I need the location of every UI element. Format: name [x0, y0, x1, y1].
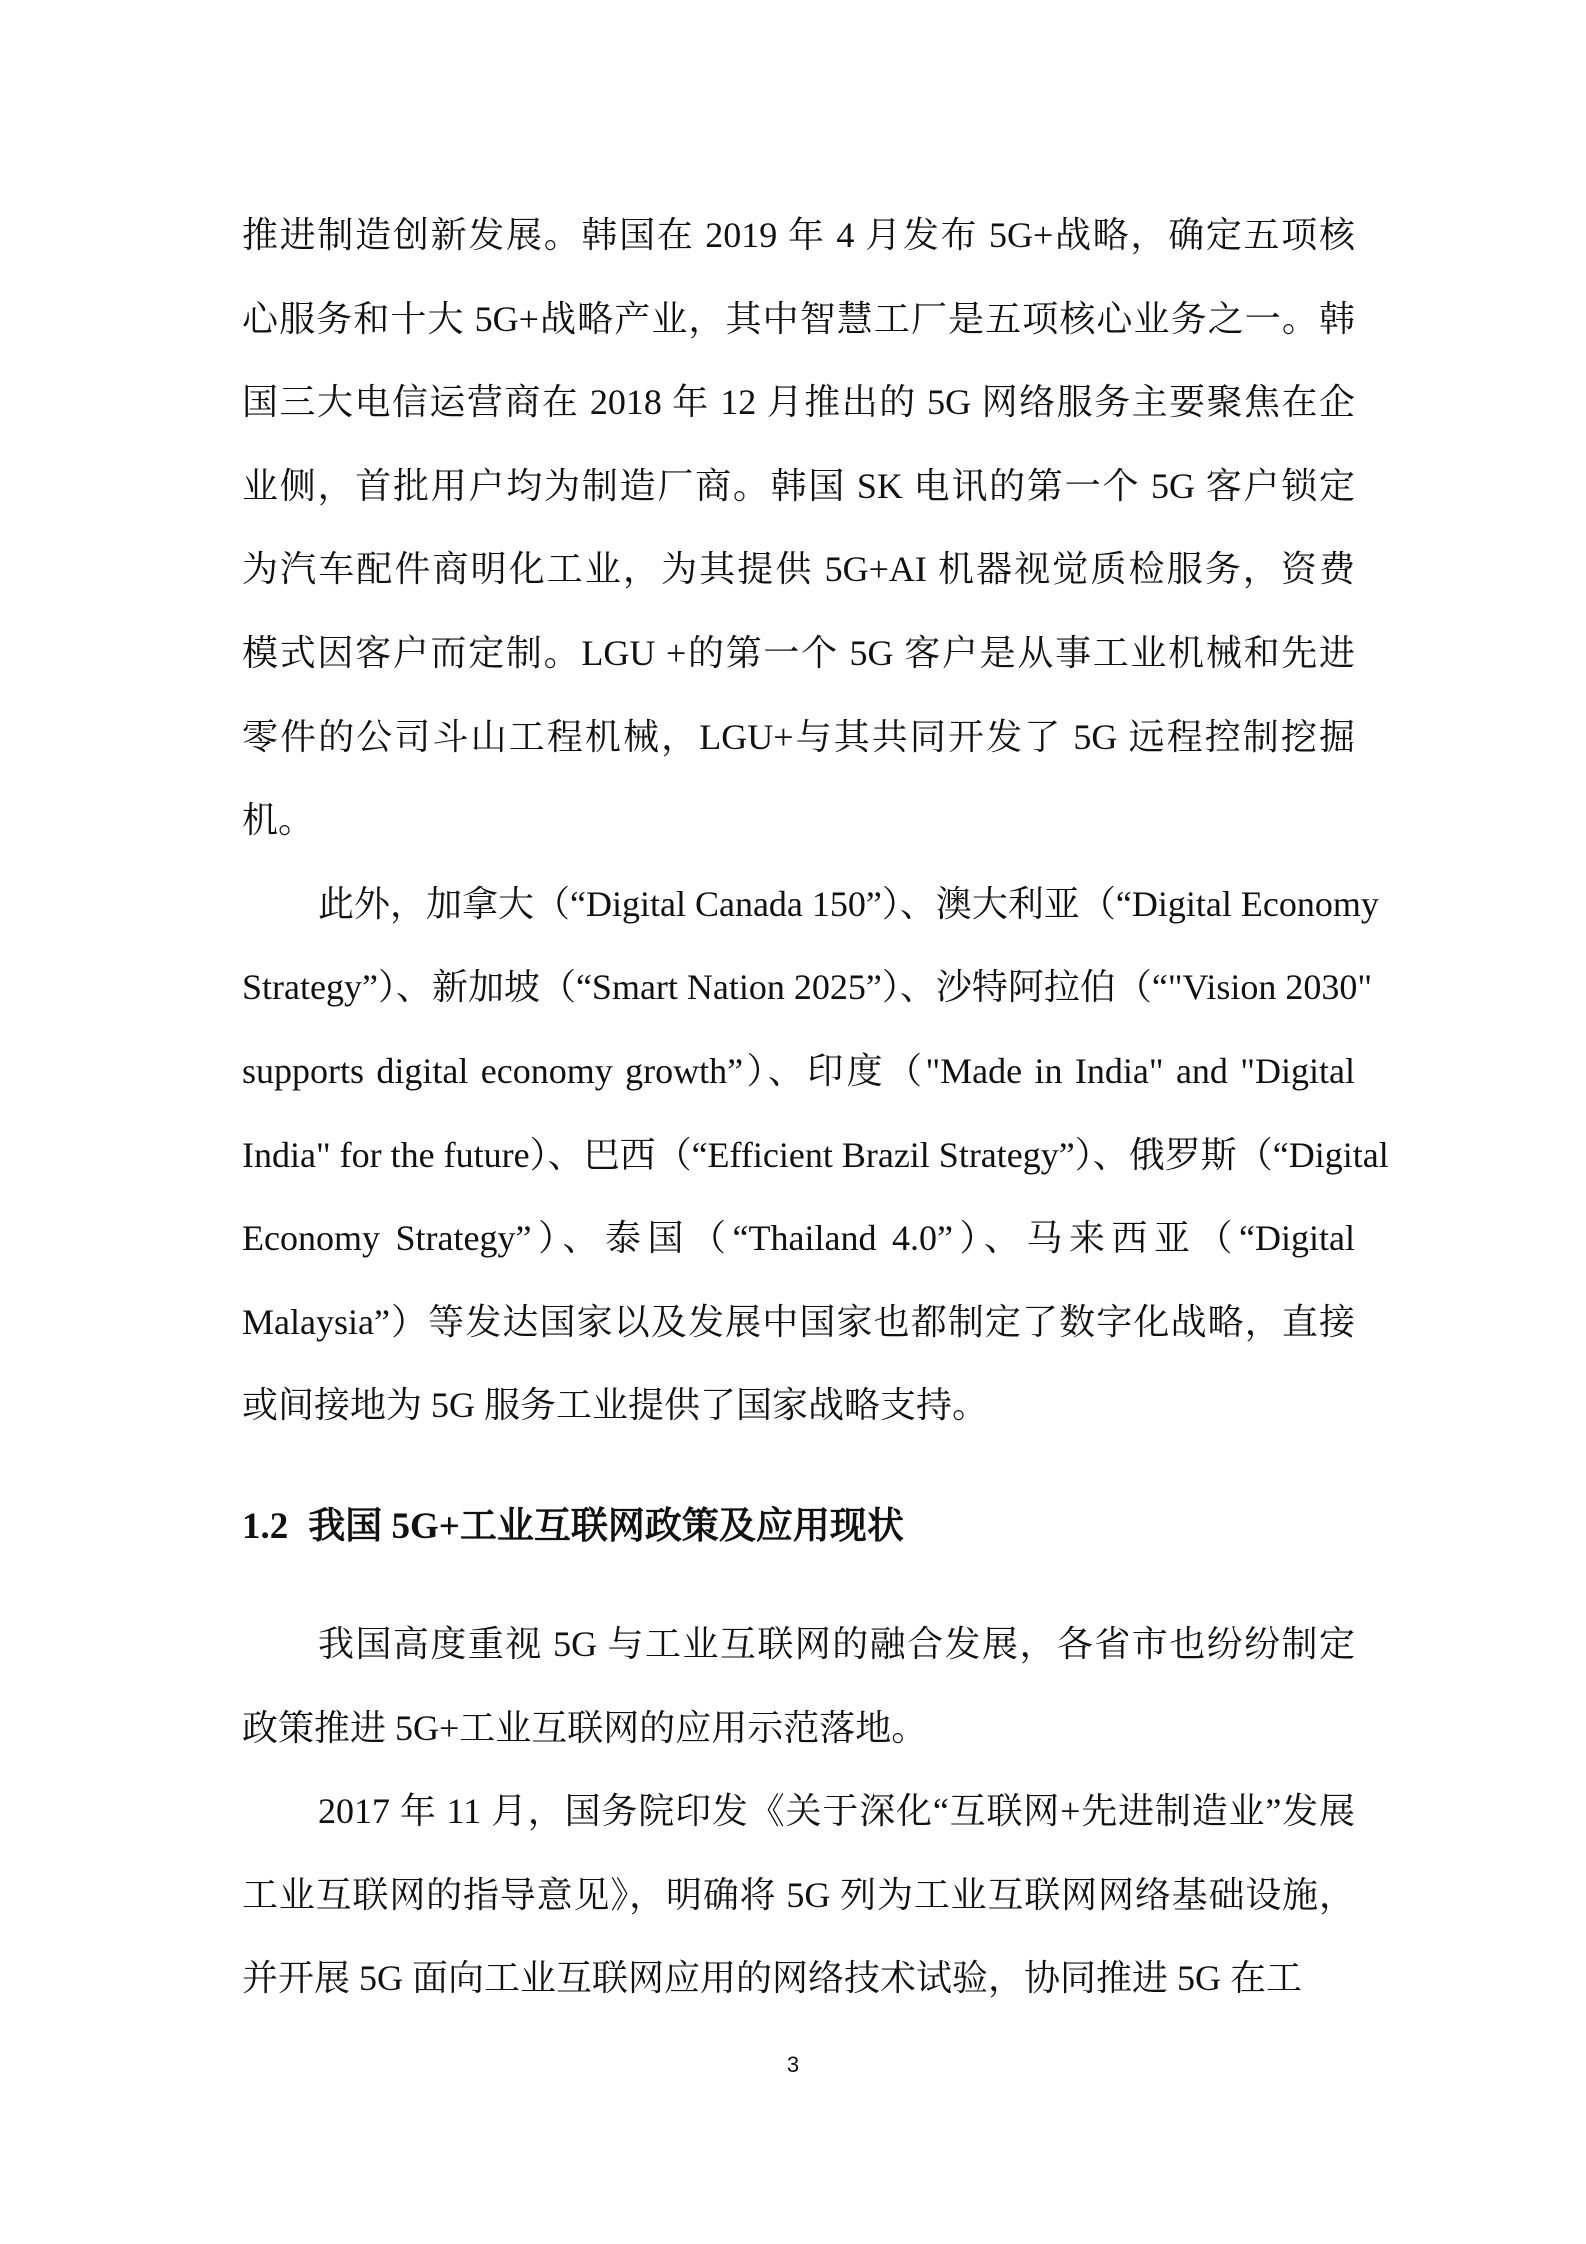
text-line: 零件的公司斗山工程机械，LGU+与其共同开发了 5G 远程控制挖掘	[242, 716, 1355, 757]
text-line: supports digital economy growth”）、印度（"Made in India" and "Digital	[242, 1051, 1355, 1091]
text-line: Malaysia”）等发达国家以及发展中国家也都制定了数字化战略，直接	[242, 1301, 1355, 1342]
text-line: Strategy”）、新加坡（“Smart Nation 2025”）、沙特阿拉伯（“"Vision 2030"	[242, 967, 1373, 1008]
text-line: 或间接地为 5G 服务工业提供了国家战略支持。	[242, 1385, 988, 1426]
section-number: 1.2	[242, 1506, 289, 1547]
text-line: Economy Strategy”）、泰国（“Thailand 4.0”）、马来西亚（“Digital	[242, 1218, 1355, 1259]
text-line: 业侧，首批用户均为制造厂商。韩国 SK 电讯的第一个 5G 客户锁定	[242, 465, 1355, 506]
text-line: 机。	[242, 800, 315, 841]
text-line: 国三大电信运营商在 2018 年 12 月推出的 5G 网络服务主要聚焦在企	[242, 382, 1355, 423]
text-line: 此外，加拿大（“Digital Canada 150”）、澳大利亚（“Digital Economy	[318, 883, 1379, 924]
text-line: 为汽车配件商明化工业，为其提供 5G+AI 机器视觉质检服务，资费	[242, 549, 1355, 590]
text-line: 心服务和十大 5G+战略产业，其中智慧工厂是五项核心业务之一。韩	[242, 298, 1355, 339]
section-title: 我国 5G+工业互联网政策及应用现状	[308, 1506, 904, 1547]
text-line: 我国高度重视 5G 与工业互联网的融合发展，各省市也纷纷制定	[318, 1624, 1355, 1664]
page-number: 3	[786, 2052, 800, 2077]
text-line: 推进制造创新发展。韩国在 2019 年 4 月发布 5G+战略，确定五项核	[242, 215, 1355, 255]
text-line: 2017 年 11 月，国务院印发《关于深化“互联网+先进制造业”发展	[318, 1791, 1355, 1832]
section-heading	[242, 1502, 904, 1552]
text-line: 并开展 5G 面向工业互联网应用的网络技术试验，协同推进 5G 在工	[242, 1958, 1302, 1999]
text-line: 工业互联网的指导意见》，明确将 5G 列为工业互联网网络基础设施，	[242, 1874, 1355, 1915]
text-line: India" for the future）、巴西（“Efficient Brazil Strategy”）、俄罗斯（“Digital	[242, 1134, 1389, 1175]
text-line: 政策推进 5G+工业互联网的应用示范落地。	[242, 1707, 928, 1748]
text-line: 模式因客户而定制。LGU +的第一个 5G 客户是从事工业机械和先进	[242, 633, 1355, 673]
